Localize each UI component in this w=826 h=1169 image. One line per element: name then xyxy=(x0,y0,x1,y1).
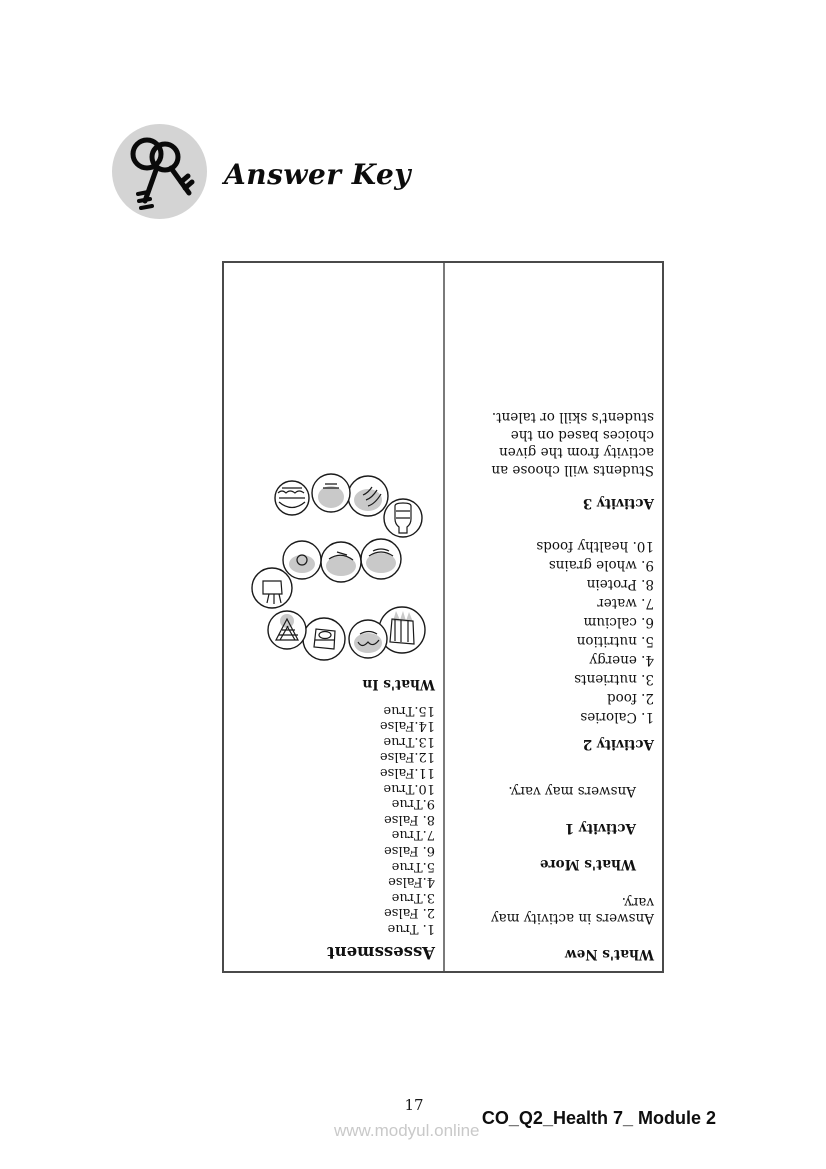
activity2-heading: Activity 2 xyxy=(582,736,654,752)
assessment-answer-item: 14.False xyxy=(379,718,435,734)
page-title: Answer Key xyxy=(224,158,412,191)
module-footer-label: CO_Q2_Health 7_ Module 2 xyxy=(481,1108,716,1128)
assessment-answer-item: 15.True xyxy=(383,702,435,718)
assessment-answer-item: 12.False xyxy=(379,749,435,765)
assessment-answer-item: 1. True xyxy=(387,921,435,936)
assessment-answer-item: 3.True xyxy=(391,889,435,905)
activity2-answer-item: 5. nutrition xyxy=(576,633,654,649)
activity2-answer-item: 8. Protein xyxy=(586,576,654,592)
activities-column xyxy=(443,263,662,971)
assessment-answer-item: 10.True xyxy=(383,780,435,796)
activity2-answer-item: 4. energy xyxy=(589,652,654,668)
activity2-answer-item: 2. food xyxy=(606,690,654,706)
assessment-answer-item: 5.True xyxy=(391,858,435,874)
activity2-answer-item: 7. water xyxy=(597,595,654,611)
activity3-answer: Students will choose an activity from the given choices based on the student's skill or talent. xyxy=(491,409,654,478)
assessment-answer-item: 4.False xyxy=(388,874,435,890)
food-items-illustration xyxy=(247,468,429,664)
activity3-heading: Activity 3 xyxy=(582,495,654,511)
answer-key-table xyxy=(222,261,664,973)
whats-in-heading: What's In xyxy=(362,676,435,693)
assessment-answer-item: 2. False xyxy=(384,905,435,921)
page-number: 17 xyxy=(404,1096,424,1114)
assessment-answer-item: 13.True xyxy=(383,733,435,749)
activity2-answer-item: 6. calcium xyxy=(583,614,654,630)
watermark-text: www.modyul.online xyxy=(334,1121,480,1140)
rotated-table-content xyxy=(224,263,662,971)
whats-new-answer: Answers in activity may vary. xyxy=(490,894,654,926)
activity2-answer-item: 3. nutrients xyxy=(574,671,654,687)
assessment-column xyxy=(224,263,443,971)
assessment-answer-list xyxy=(234,702,435,936)
activity2-answer-item: 1. Calories xyxy=(580,709,654,725)
whats-more-heading: What's More xyxy=(539,856,636,872)
assessment-answer-item: 9.True xyxy=(391,796,435,812)
activity2-answer-list xyxy=(455,536,654,726)
assessment-answer-item: 6. False xyxy=(384,843,435,859)
activity2-answer-item: 10. healthy foods xyxy=(536,538,654,554)
assessment-answer-item: 8. False xyxy=(384,811,435,827)
activity1-heading: Activity 1 xyxy=(564,820,636,836)
activity1-answer: Answers may vary. xyxy=(508,783,636,799)
key-icon xyxy=(112,124,207,219)
assessment-heading: Assessment xyxy=(326,943,435,962)
whats-new-heading: What's New xyxy=(565,946,654,962)
assessment-answer-item: 7.True xyxy=(391,827,435,843)
activity2-answer-item: 9. whole grains xyxy=(548,557,654,573)
assessment-answer-item: 11.False xyxy=(379,765,435,781)
